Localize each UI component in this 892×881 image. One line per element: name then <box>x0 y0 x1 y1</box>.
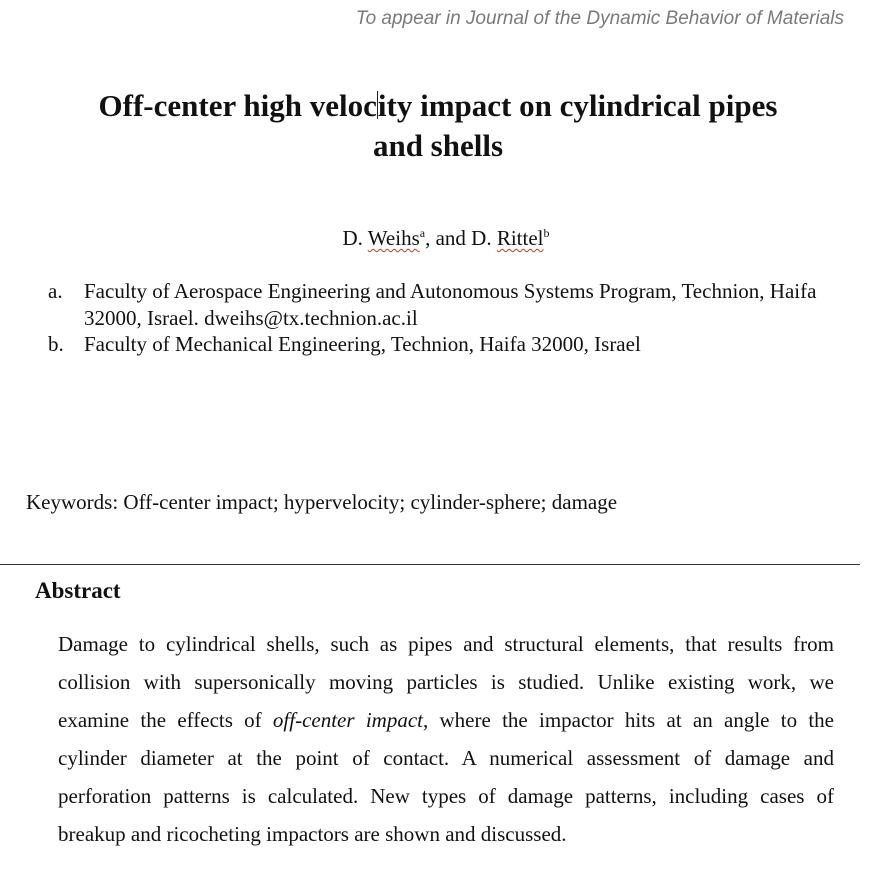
abstract-heading: Abstract <box>35 578 121 603</box>
abstract-line: collision with supersonically moving particles is studied. Unlike existing work, we <box>58 670 834 694</box>
author2-name: Rittel <box>496 226 544 250</box>
affiliation-mark: a. <box>48 279 63 303</box>
abstract-text: examine the effects of <box>58 708 273 732</box>
author1-prefix: D. <box>342 226 368 250</box>
author-list <box>0 226 892 251</box>
affiliation-item <box>48 278 848 331</box>
section-divider <box>0 564 860 565</box>
affiliation-mark: b. <box>48 332 64 356</box>
abstract-line: perforation patterns is calculated. New types of damage patterns, including cases of <box>58 784 834 808</box>
title-line2: and shells <box>372 128 504 163</box>
author1-name: Weihs <box>367 226 420 250</box>
affiliation-text: Faculty of Aerospace Engineering and Autonomous Systems Program, Technion, Haifa 32000, Israel. dweihs@tx.technion.ac.il <box>84 279 817 330</box>
title-line1-part1: Off-center high veloc <box>98 88 377 123</box>
affiliation-item <box>48 331 848 358</box>
abstract-line: Damage to cylindrical shells, such as pipes and structural elements, that results from <box>58 632 834 656</box>
abstract-line <box>58 701 834 739</box>
abstract-line: breakup and ricocheting impactors are shown and discussed. <box>58 822 567 846</box>
affiliation-text: Faculty of Mechanical Engineering, Technion, Haifa 32000, Israel <box>84 332 641 356</box>
paper-title <box>20 86 856 166</box>
abstract-line: cylinder diameter at the point of contact. A numerical assessment of damage and <box>58 746 834 770</box>
author1-affil-mark: a <box>419 226 426 240</box>
abstract-text: , where the impactor hits at an angle to the <box>422 708 834 732</box>
title-line1-part2: ity impact on cylindrical pipes <box>377 88 778 123</box>
abstract-body <box>58 625 834 853</box>
affiliation-list <box>48 278 848 358</box>
keywords-line: Keywords: Off-center impact; hypervelocity; cylinder-sphere; damage <box>26 490 618 514</box>
author-separator: , and D. <box>425 226 497 250</box>
journal-note: To appear in Journal of the Dynamic Behavior of Materials <box>355 8 844 29</box>
abstract-emphasis: off-center impact <box>272 708 423 732</box>
author2-affil-mark: b <box>543 226 550 240</box>
